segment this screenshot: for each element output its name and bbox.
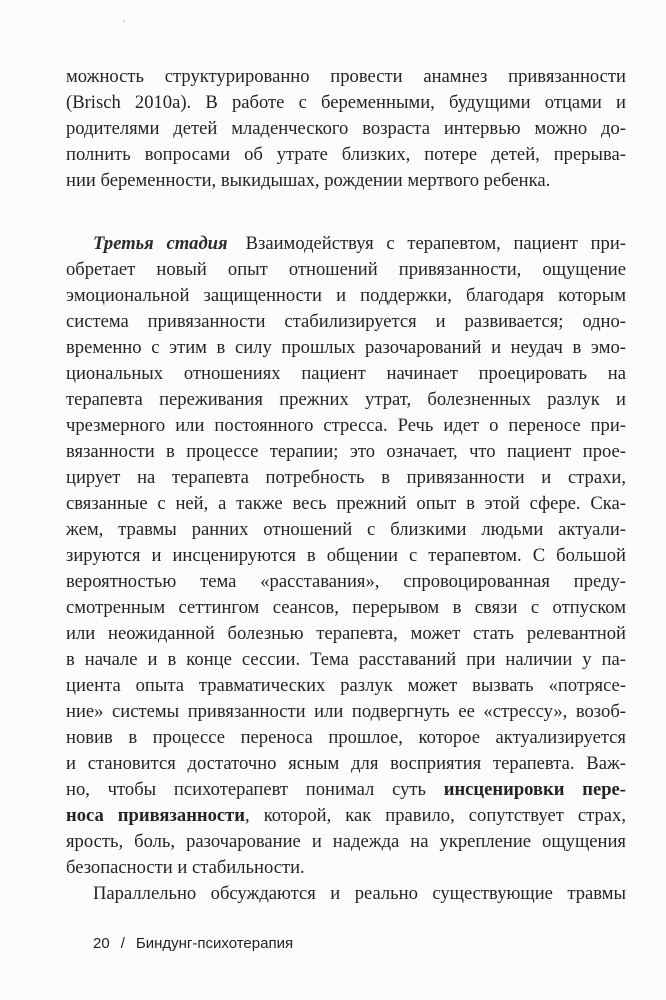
paragraph-line: безопасности и стабильности. (66, 857, 305, 878)
paragraph-line: (Brisch 2010a). В работе с беременными, будущими отцами и (66, 92, 626, 113)
paragraph-line: вероятностью тема «расставания», спровоцированная преду- (66, 571, 626, 592)
bold-term: носа привязанности (66, 805, 246, 826)
paragraph-line: Параллельно обсуждаются и реально существующие травмы (93, 883, 626, 904)
paragraph-line: ярость, боль, разочарование и надежда на укрепление ощущения (66, 831, 626, 852)
paragraph-line: чрезмерного или постоянного стресса. Речь идет о переносе при- (66, 415, 626, 436)
paragraph-line: циента опыта травматических разлук может вызвать «потрясе- (66, 675, 626, 696)
paragraph-line: зируются и инсценируются в общении с терапевтом. С большой (66, 545, 626, 566)
paragraph-line: временно с этим в силу прошлых разочарований и неудач в эмо- (66, 337, 626, 358)
paragraph-line-with-bold (66, 777, 626, 803)
paragraph-line-with-bold (66, 803, 626, 829)
line-text: но, чтобы психотерапевт понимал суть (66, 779, 444, 800)
paragraph-line: жем, травмы ранних отношений с близкими людьми актуали- (66, 519, 626, 540)
page-speck (123, 20, 125, 22)
paragraph-line: цирует на терапевта потребность в привязанности и страхи, (66, 467, 626, 488)
bold-term: инсценировки пере- (443, 779, 626, 800)
paragraph-line: смотренным сеттингом сеансов, перерывом в связи с отпуском (66, 597, 626, 618)
footer-separator: / (120, 935, 125, 952)
page-number: 20 (93, 935, 110, 952)
paragraph-line: система привязанности стабилизируется и развивается; одно- (66, 311, 626, 332)
paragraph-line: полнить вопросами об утрате близких, потере детей, прерыва- (66, 144, 626, 165)
running-title: Биндунг-психотерапия (135, 935, 294, 952)
paragraph-line: терапевта переживания прежних утрат, болезненных разлук и (66, 389, 626, 410)
paragraph-line: вязанности в процессе терапии; это означает, что пациент прое- (66, 441, 626, 462)
page-footer (93, 934, 293, 954)
paragraph-line: и становится достаточно ясным для восприятия терапевта. Важ- (66, 753, 626, 774)
paragraph-line: можность структурированно провести анамнез привязанности (66, 66, 626, 87)
line-text: , которой, как правило, сопутствует страх, (245, 805, 626, 826)
section-heading: Третья стадия (93, 233, 228, 254)
paragraph-line: или неожиданной болезнью терапевта, может стать релевантной (66, 623, 626, 644)
paragraph-line: родителями детей младенческого возраста интервью можно до- (66, 118, 626, 139)
paragraph-line: эмоциональной защищенности и поддержки, благодаря которым (66, 285, 626, 306)
paragraph-line: связанные с ней, а также весь прежний опыт в этой сфере. Ска- (66, 493, 626, 514)
paragraph-line: циональных отношениях пациент начинает проецировать на (66, 363, 626, 384)
paragraph-line: нии беременности, выкидышах, рождении мертвого ребенка. (66, 170, 551, 191)
paragraph-line: ние» системы привязанности или подвергнуть ее «стрессу», возоб- (66, 701, 626, 722)
paragraph-line: новив в процессе переноса прошлое, которое актуализируется (66, 727, 626, 748)
section-heading-line (93, 231, 626, 257)
paragraph-line: обретает новый опыт отношений привязанности, ощущение (66, 259, 626, 280)
heading-line-text: Взаимодействуя с терапевтом, пациент при- (245, 233, 626, 254)
paragraph-line: в начале и в конце сессии. Тема расставаний при наличии у па- (66, 649, 626, 670)
